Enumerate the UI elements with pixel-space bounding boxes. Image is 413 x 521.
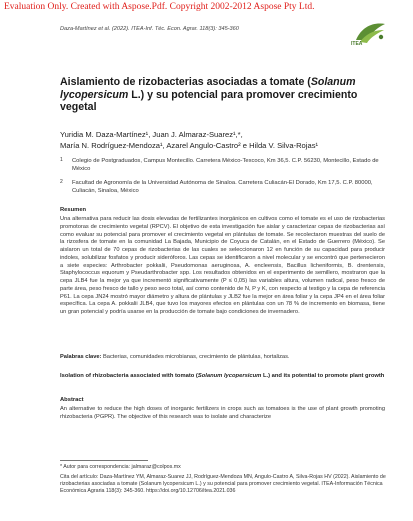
title-species: Solanum lycopersicum xyxy=(60,76,356,101)
logo-label: ITEA xyxy=(351,41,363,47)
affiliation-1 xyxy=(60,158,380,174)
title-part2: L.) y su potencial para promover crecimiento vegetal xyxy=(60,88,358,113)
author-list xyxy=(60,129,390,151)
article-title xyxy=(60,76,360,114)
keywords xyxy=(60,354,385,360)
english-title-part2: L.) and its potential to promote plant growth xyxy=(261,373,385,379)
title-part1: Aislamiento de rizobacterias asociadas a tomate ( xyxy=(60,76,311,88)
resumen-text: Una alternativa para reducir las dosis elevadas de fertilizantes inorgánicos en cultivos como el tomate es el uso de rizobacterias promotoras de crecimiento vegetal (RPCV). El objetivo de esta investigación fue aislar y caracterizar cepas de rizobacterias así como evaluar su potencial para promover el crecimiento vegetal en plántulas de tomate. Se recolectaron muestras del suelo de la rizosfera de tomate en la comunidad La Bajada, Municipio de Coyuca de Catalán, en el Estado de Guerrero (México). Se aislaron un total de 70 cepas de rizobacterias de las cuales se seleccionaron 12 en función de su capacidad para producir indoles, solubilizar fosfatos y producir sideróforos. Las cepas se identificaron a nivel molecular y se encontró que pertenecieron a siete especies: Arthrobacter pokkalii, Pseudomonas aeruginosa, A. encleensis, Bacillus licheniformis, B. drentensis, Staphylococcus equorum y Pseudarthrobacter spp. Los resultados obtenidos en el experimento de semillero, mostraron que la cepa JLB4 fue la mejor ya que incrementó significativamente (P ≤ 0,05) las variables altura, volumen radical, peso fresco de parte área, peso fresco de tallo y peso seco total, así como contenido de N, P y K, con respecto al testigo y la cepa de referencia P61. La cepa JN24 mostró mayor diámetro y altura de plántulas y JLB2 fue la mejor en área foliar y la cepa JP4 en el área foliar específica. La cepa A. pokkalii JLB4, que tuvo los mayores efectos en plántulas con un 78 % de incremento en biomasa, tiene un gran potencial y podría usarse en la producción de tomate bajo condiciones de invernadero. xyxy=(60,216,385,315)
corresponding-author-note: * Autor para correspondencia: jalmaraz@colpos.mx xyxy=(60,464,181,470)
affiliation-number: 2 xyxy=(60,179,63,185)
abstract-text: An alternative to reduce the high doses of inorganic fertilizers in crops such as tomatoes is the use of plant growth promoting rhizobacteria (PGPR). The objective of this research was to isolate and characterize xyxy=(60,406,385,420)
english-title-species: Solanum lycopersicum xyxy=(197,373,262,379)
author-line-1: Yuridia M. Daza-Martínez¹, Juan J. Almaraz-Suarez¹,*, xyxy=(60,130,243,139)
watermark-text: Evaluation Only. Created with Aspose.Pdf. Copyright 2002-2012 Aspose Pty Ltd. xyxy=(4,2,315,12)
author-line-2: María N. Rodríguez-Mendoza¹, Azarel Angulo-Castro² e Hilda V. Silva-Rojas¹ xyxy=(60,141,319,150)
affiliation-text: Colegio de Postgraduados, Campus Montecillo. Carretera México-Texcoco, Km 36,5. C.P. 56230, Montecillo, Estado de México xyxy=(72,158,379,172)
footnote-divider xyxy=(60,460,148,461)
affiliation-number: 1 xyxy=(60,157,63,163)
journal-citation: Daza-Martínez et al. (2022). ITEA-Inf. Téc. Econ. Agrar. 118(3): 345-360 xyxy=(60,26,239,32)
resumen-heading: Resumen xyxy=(60,207,87,213)
keywords-label: Palabras clave: xyxy=(60,354,102,360)
abstract-heading: Abstract xyxy=(60,397,84,403)
citation-note: Cita del artículo: Daza-Martínez YM, Almaraz-Suarez JJ, Rodríguez-Mendoza MN, Angulo-Castro A, Silva-Rojas HV (2022). Aislamiento de rizobacterias asociadas a tomate (Solanum lycopersicum L.) y su potencial para promover crecimiento vegetal. ITEA-Información Técnica Económica Agraria 118(3): 345-360. https://doi.org/10.12706/itea.2021.036 xyxy=(60,474,386,494)
english-title xyxy=(60,373,385,381)
english-title-part1: Isolation of rhizobacteria associated with tomato ( xyxy=(60,373,198,379)
affiliation-text: Facultad de Agronomía de la Universidad Autónoma de Sinaloa. Carretera Culiacán-El Dorado, Km 17,5. C.P. 80000, Culiacán, Sinaloa, México xyxy=(72,180,373,194)
affiliation-2 xyxy=(60,180,380,196)
keywords-text: Bacterias, comunidades microbianas, crecimiento de plántulas, hortalizas. xyxy=(101,354,290,360)
